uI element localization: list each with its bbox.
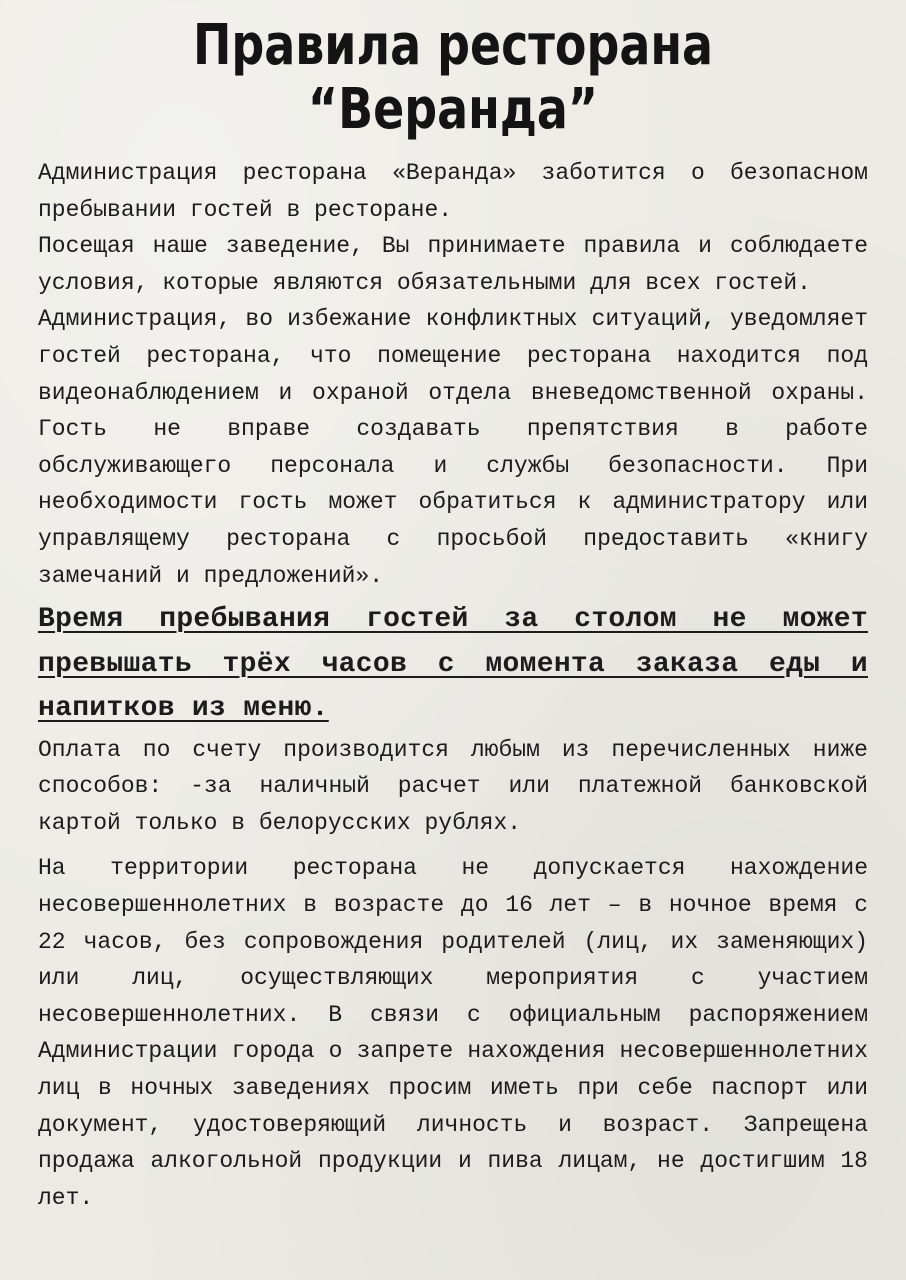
paragraph-time-limit: Время пребывания гостей за столом не может превышать трёх часов с момента заказа еды и напитков из меню.: [38, 604, 868, 725]
paragraph-intro: Администрация ресторана «Веранда» заботится о безопасном пребывании гостей в ресторане.: [38, 160, 868, 223]
title-line-2: “Веранда”: [307, 77, 599, 142]
paragraph-minors: На территории ресторана не допускается нахождение несовершеннолетних в возрасте до 16 лет – в ночное время с 22 часов, без сопровождения родителей (лиц, их заменяющих) или лиц, осуществляющих мероприятия с участием несовершеннолетних. В связи с официальным распоряжением Администрации города о запрете нахождения несовершеннолетних лиц в ночных заведениях просим иметь при себе паспорт или документ, удостоверяющий личность и возраст. Запрещена продажа алкогольной продукции и пива лицам, не достигшим 18 лет.: [38, 855, 868, 1211]
paragraph-payment: Оплата по счету производится любым из перечисленных ниже способов: -за наличный расчет или платежной банковской картой только в белорусских рублях.: [38, 736, 868, 836]
page-title: [82, 14, 825, 142]
title-line-1: Правила ресторана: [192, 13, 714, 78]
rules-text: [38, 155, 868, 1216]
paragraph-security: Администрация, во избежание конфликтных ситуаций, уведомляет гостей ресторана, что помещение ресторана находится под видеонаблюдением и охраной отдела вневедомственной охраны. Гость не вправе создавать препятствия в работе обслуживающего персонала и службы безопасности. При необходимости гость может обратиться к администратору или управлящему ресторана с просьбой предоставить «книгу замечаний и предложений».: [38, 306, 868, 589]
paragraph-acceptance: Посещая наше заведение, Вы принимаете правила и соблюдаете условия, которые являются обязательными для всех гостей.: [38, 233, 868, 296]
